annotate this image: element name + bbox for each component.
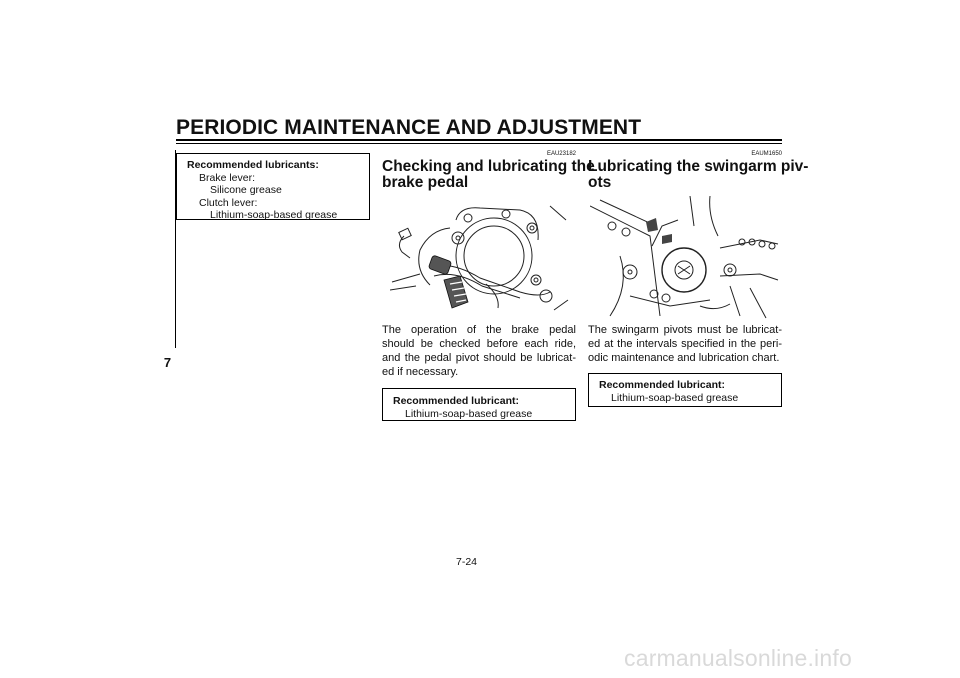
box-title: Recommended lubricant: (599, 379, 726, 391)
brake-lever-lubricant: Silicone grease (210, 184, 282, 196)
chapter-tab: 7 (163, 354, 172, 370)
header-rule (176, 139, 782, 141)
page-header: PERIODIC MAINTENANCE AND ADJUSTMENT (176, 116, 642, 139)
section-code: EAUM1650 (751, 151, 782, 157)
swingarm-pivot-illustration (590, 196, 780, 324)
section-title-swingarm-pivots: Lubricating the swingarm piv- ots (588, 158, 809, 191)
brake-pedal-illustration (390, 200, 570, 322)
clutch-lever-label: Clutch lever: (199, 196, 258, 209)
lubricant-name: Lithium-soap-based grease (611, 391, 739, 404)
section-title-brake-pedal: Checking and lubricating the brake pedal (382, 158, 595, 191)
box-title: Recommended lubricant: (393, 395, 520, 407)
recommended-lubricants-box (176, 153, 370, 220)
box-title: Recommended lubricants: (187, 159, 319, 171)
clutch-lever-lubricant: Lithium-soap-based grease (210, 209, 338, 221)
lubricant-name: Lithium-soap-based grease (405, 407, 533, 420)
brake-lever-label: Brake lever: (199, 171, 256, 184)
swingarm-body-text: The swingarm pivots must be lubricat-ed at the intervals specified in the peri-odic maintenance and lubrication chart. (588, 324, 782, 364)
recommended-lubricant-box (382, 388, 576, 421)
watermark: carmanualsonline.info (624, 645, 852, 671)
section-code: EAU23182 (546, 151, 576, 157)
header-rule-thin (176, 143, 782, 144)
brake-pedal-body-text: The operation of the brake pedal should be checked before each ride, and the pedal pivot should be lubricat-ed if necessary. (382, 324, 576, 378)
page-number: 7-24 (456, 556, 478, 568)
recommended-lubricant-box (588, 373, 782, 407)
